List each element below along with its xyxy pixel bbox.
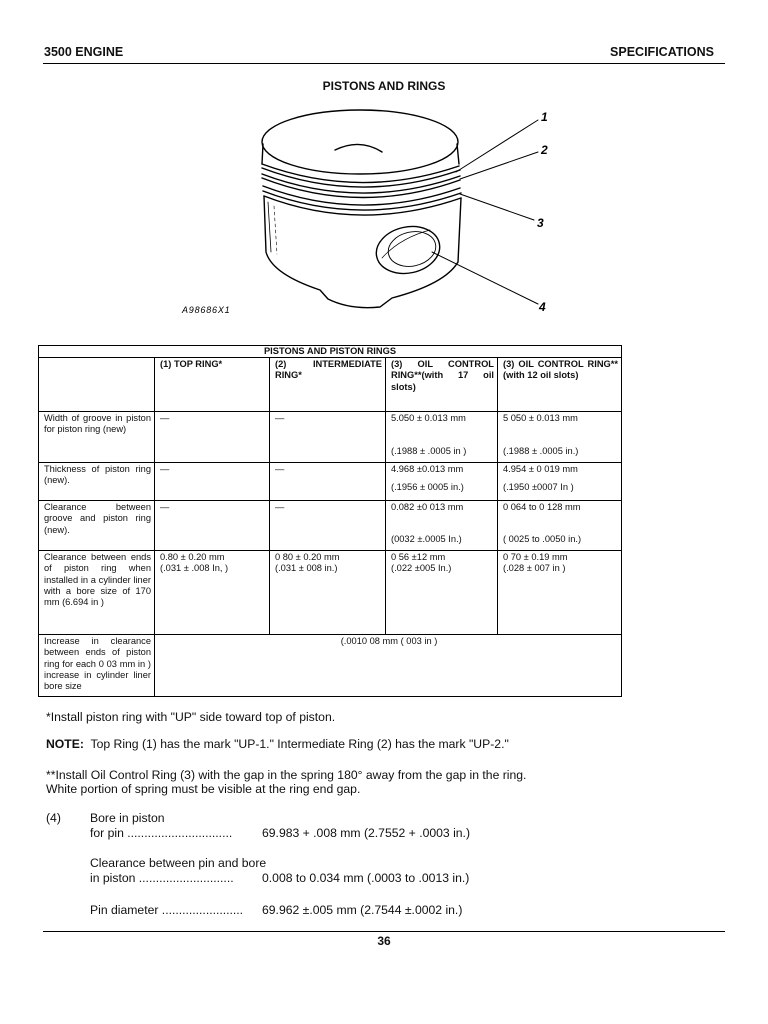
value-mm: 5.050 ± 0.013 mm — [391, 413, 466, 423]
table-cell: — — [155, 412, 270, 463]
table-header-row — [39, 358, 622, 412]
callout-4: 4 — [539, 300, 546, 314]
table-cell — [386, 551, 498, 635]
table-cell: — — [270, 463, 386, 501]
table-cell — [498, 501, 622, 551]
value-mm: 5 050 ± 0.013 mm — [503, 413, 578, 423]
table-caption: PISTONS AND PISTON RINGS — [39, 346, 622, 358]
value-in: (.031 ± .008 In, ) — [160, 563, 229, 574]
note-text: Top Ring (1) has the mark "UP-1." Intermediate Ring (2) has the mark "UP-2." — [90, 737, 509, 751]
row-label: Clearance between ends of piston ring when installed in a cylinder liner with a bore size of 170 mm (6.694 in ) — [39, 551, 155, 635]
value-mm: 0.082 ±0 013 mm — [391, 502, 464, 512]
value-mm: 0 70 ± 0.19 mm — [503, 552, 568, 562]
note-paragraph — [46, 737, 509, 752]
table-cell — [155, 551, 270, 635]
table-row — [39, 412, 622, 463]
row-label: Clearance between groove and piston ring (new). — [39, 501, 155, 551]
table-cell — [270, 551, 386, 635]
callout-1: 1 — [541, 110, 548, 124]
table-cell: — — [155, 463, 270, 501]
value-in: (.1988 ± .0005 in.) — [503, 446, 579, 457]
bore-label-line-2: for pin ............................... — [90, 826, 233, 840]
table-cell-spanned: (.0010 08 mm ( 003 in ) — [155, 635, 622, 697]
footer-rule — [43, 931, 725, 932]
clearance-label-line-2: in piston ............................ — [90, 871, 234, 885]
col-header-oil-ring-12: (3) OIL CONTROL RING**(with 12 oil slots) — [498, 358, 622, 412]
table-row — [39, 635, 622, 697]
page-number: 36 — [377, 934, 391, 948]
leader-2 — [460, 152, 538, 179]
oil-ring-note-line-1: **Install Oil Control Ring (3) with the gap in the spring 180° away from the gap in the ring. — [46, 768, 527, 782]
value-in: ( 0025 to .0050 in.) — [503, 534, 582, 545]
table-cell: — — [270, 412, 386, 463]
note-label: NOTE: — [46, 737, 84, 751]
table-caption-row — [39, 346, 622, 358]
figure-id-label: A98686X1 — [182, 305, 231, 315]
header-rule — [43, 63, 725, 64]
header-section-title: SPECIFICATIONS — [610, 45, 714, 59]
piston-skirt — [264, 196, 461, 308]
value-in: (.028 ± 007 in ) — [503, 563, 566, 574]
piston-illustration — [160, 102, 612, 326]
header-engine-title: 3500 ENGINE — [44, 45, 124, 59]
spec-callout: (4) — [46, 811, 61, 825]
value-mm: 0 56 ±12 mm — [391, 552, 446, 562]
table-cell — [386, 463, 498, 501]
row-label: Thickness of piston ring (new). — [39, 463, 155, 501]
table-row — [39, 551, 622, 635]
table-cell: — — [270, 501, 386, 551]
table-cell — [498, 551, 622, 635]
table-cell — [386, 412, 498, 463]
value-mm: 0.80 ± 0.20 mm — [160, 552, 225, 562]
piston-crown — [262, 110, 458, 174]
oil-ring-note-line-2: White portion of spring must be visible at the ring end gap. — [46, 782, 361, 796]
callout-3: 3 — [537, 216, 544, 230]
header-blank-cell — [39, 358, 155, 412]
row-label: Width of groove in piston for piston ring (new) — [39, 412, 155, 463]
bore-label-line-1: Bore in piston — [90, 811, 165, 825]
table-cell — [498, 463, 622, 501]
value-in: (.1988 ± .0005 in ) — [391, 446, 467, 457]
leader-3 — [460, 194, 534, 220]
value-mm: 4.954 ± 0 019 mm — [503, 464, 578, 474]
value-in: (0032 ±.0005 In.) — [391, 534, 462, 545]
value-in: (.1956 ± 0005 in.) — [391, 482, 464, 493]
pin-diameter-label: Pin diameter ........................ — [90, 903, 244, 917]
col-header-top-ring: (1) TOP RING* — [155, 358, 270, 412]
clearance-label-line-1: Clearance between pin and bore — [90, 856, 267, 870]
value-mm: 0 80 ± 0.20 mm — [275, 552, 340, 562]
value-in: (.1950 ±0007 In ) — [503, 482, 574, 493]
leader-4 — [432, 252, 538, 304]
col-header-oil-ring-17: (3) OIL CONTROL RING**(with 17 oil slots) — [386, 358, 498, 412]
pin-bore — [372, 221, 444, 279]
table-cell — [498, 412, 622, 463]
callout-2: 2 — [541, 143, 548, 157]
pin-diameter-value: 69.962 ±.005 mm (2.7544 ±.0002 in.) — [262, 903, 463, 917]
table-row — [39, 463, 622, 501]
col-header-intermediate-ring: (2) INTERMEDIATE RING* — [270, 358, 386, 412]
table-cell: — — [155, 501, 270, 551]
leader-1 — [456, 120, 538, 172]
value-in: (.022 ±005 In.) — [391, 563, 452, 574]
bore-value: 69.983 + .008 mm (2.7552 + .0003 in.) — [262, 826, 471, 840]
value-mm: 0 064 to 0 128 mm — [503, 502, 581, 512]
row-label: Increase in clearance between ends of piston ring for each 0 03 mm in ) increase in cylinder liner bore size — [39, 635, 155, 697]
clearance-value: 0.008 to 0.034 mm (.0003 to .0013 in.) — [262, 871, 470, 885]
value-in: (.031 ± 008 in.) — [275, 563, 338, 574]
table-cell — [386, 501, 498, 551]
pistons-and-rings-table — [38, 345, 622, 697]
value-mm: 4.968 ±0.013 mm — [391, 464, 464, 474]
table-row — [39, 501, 622, 551]
crown-bowl — [335, 144, 382, 152]
install-note: *Install piston ring with "UP" side toward top of piston. — [46, 710, 336, 724]
page-title: PISTONS AND RINGS — [322, 79, 446, 93]
